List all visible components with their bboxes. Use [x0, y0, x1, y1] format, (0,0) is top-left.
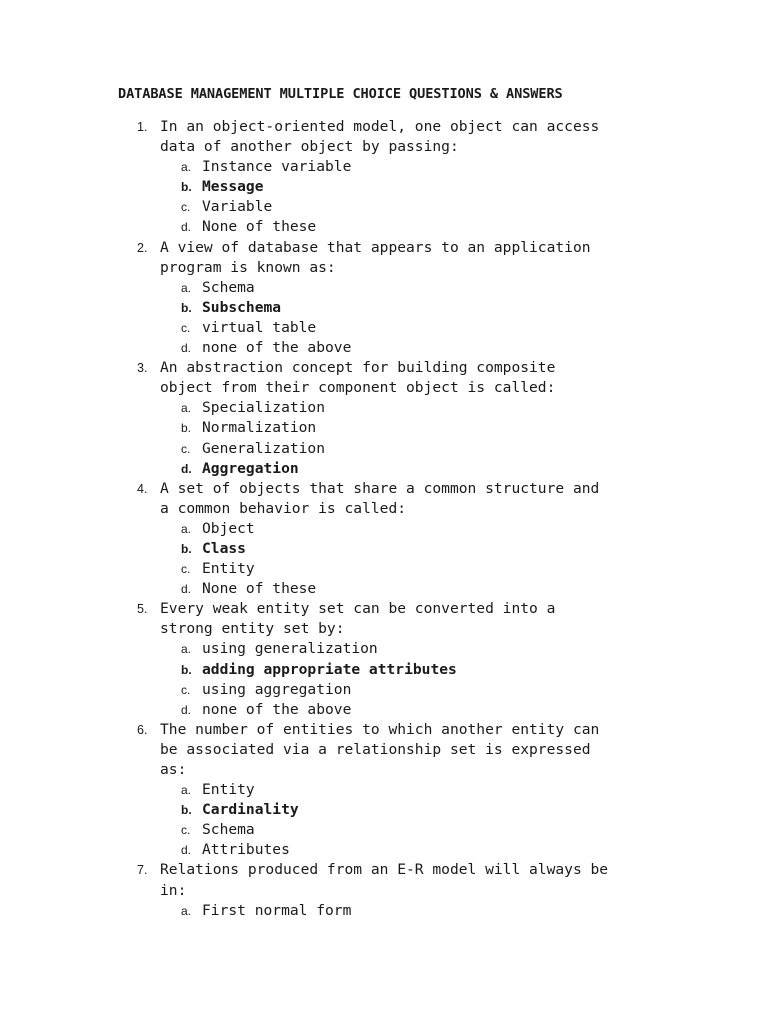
option-text: Subschema	[202, 298, 282, 316]
option-text: Object	[202, 519, 255, 537]
option-list	[0, 398, 768, 478]
question-text: An abstraction concept for building composite	[160, 359, 556, 377]
option-letter: a.	[181, 903, 192, 918]
answer-option	[0, 559, 768, 579]
question-number: 1.	[137, 120, 148, 134]
question-item	[0, 860, 768, 920]
question-number: 6.	[137, 722, 148, 737]
option-letter: a.	[181, 642, 192, 657]
option-text: Specialization	[202, 399, 326, 417]
option-letter: c.	[181, 682, 191, 697]
question-text-line	[0, 599, 768, 619]
option-text: Schema	[202, 821, 255, 839]
option-text: using generalization	[202, 640, 378, 658]
option-text: Normalization	[202, 419, 317, 437]
answer-option	[0, 157, 768, 177]
question-text: be associated via a relationship set is expressed	[160, 740, 591, 758]
option-letter: a.	[181, 160, 192, 175]
option-list	[0, 278, 768, 358]
question-text: A view of database that appears to an application	[160, 238, 591, 256]
option-letter: b.	[181, 421, 192, 436]
option-text: using aggregation	[202, 680, 352, 698]
answer-option	[0, 278, 768, 298]
option-text: None of these	[202, 218, 317, 236]
option-list	[0, 780, 768, 860]
option-letter: c.	[181, 441, 191, 456]
option-list	[0, 519, 768, 599]
question-text: program is known as:	[160, 258, 336, 276]
option-text: adding appropriate attributes	[202, 660, 457, 678]
question-text: A set of objects that share a common structure and	[160, 479, 600, 497]
answer-option	[0, 439, 768, 459]
answer-option	[0, 680, 768, 700]
option-text: Entity	[202, 781, 255, 799]
question-text-line	[0, 258, 768, 278]
correct-answer-option	[0, 298, 768, 318]
option-text: Message	[202, 178, 264, 196]
answer-option	[0, 418, 768, 438]
option-letter: d.	[181, 843, 192, 858]
option-letter: b.	[181, 662, 192, 677]
question-item	[0, 720, 768, 861]
question-item	[0, 117, 768, 238]
question-item	[0, 599, 768, 720]
document-title: DATABASE MANAGEMENT MULTIPLE CHOICE QUESTIONS & ANSWERS	[118, 86, 563, 102]
question-text: In an object-oriented model, one object can access	[160, 118, 600, 135]
question-text: in:	[160, 881, 187, 899]
option-letter: d.	[181, 341, 192, 356]
option-text: none of the above	[202, 700, 352, 718]
question-text-line	[0, 860, 768, 880]
option-list	[0, 639, 768, 719]
question-text: strong entity set by:	[160, 620, 345, 638]
option-text: Cardinality	[202, 801, 299, 819]
question-number: 5.	[137, 602, 148, 617]
question-list	[0, 117, 768, 921]
correct-answer-option	[0, 660, 768, 680]
question-number: 3.	[137, 361, 148, 376]
option-list	[0, 157, 768, 237]
question-number: 4.	[137, 481, 148, 496]
option-text: Instance variable	[202, 158, 352, 176]
answer-option	[0, 197, 768, 217]
answer-option	[0, 398, 768, 418]
answer-option	[0, 901, 768, 921]
option-text: Aggregation	[202, 459, 299, 477]
question-number: 7.	[137, 863, 148, 878]
option-text: Schema	[202, 278, 255, 296]
question-text-line	[0, 137, 768, 157]
answer-option	[0, 338, 768, 358]
question-text-line	[0, 479, 768, 499]
answer-option	[0, 318, 768, 338]
answer-option	[0, 820, 768, 840]
option-text: Attributes	[202, 841, 290, 859]
correct-answer-option	[0, 459, 768, 479]
question-text-line	[0, 760, 768, 780]
question-text: a common behavior is called:	[160, 499, 407, 517]
question-text-line	[0, 881, 768, 901]
option-text: virtual table	[202, 318, 317, 336]
question-text: Every weak entity set can be converted into a	[160, 600, 556, 618]
question-item	[0, 479, 768, 600]
answer-option	[0, 840, 768, 860]
option-letter: b.	[181, 541, 192, 556]
question-text: The number of entities to which another entity can	[160, 720, 600, 738]
answer-option	[0, 780, 768, 800]
question-item	[0, 358, 768, 479]
question-text-line	[0, 358, 768, 378]
option-letter: d.	[181, 220, 192, 235]
answer-option	[0, 639, 768, 659]
correct-answer-option	[0, 177, 768, 197]
question-text-line	[0, 740, 768, 760]
option-letter: b.	[181, 180, 192, 195]
question-text: as:	[160, 761, 187, 778]
option-letter: d.	[181, 582, 192, 597]
option-letter: c.	[181, 562, 191, 577]
question-text-line	[0, 619, 768, 639]
option-letter: d.	[181, 702, 192, 717]
option-text: none of the above	[202, 339, 352, 357]
option-letter: a.	[181, 401, 192, 416]
question-text: Relations produced from an E-R model will always be	[160, 861, 609, 879]
option-list	[0, 901, 768, 921]
option-letter: d.	[181, 461, 192, 476]
option-letter: c.	[181, 320, 191, 335]
option-letter: c.	[181, 823, 191, 838]
answer-option	[0, 700, 768, 720]
question-text-line	[0, 117, 768, 137]
question-number: 2.	[137, 240, 148, 255]
question-item	[0, 238, 768, 359]
option-text: Variable	[202, 198, 273, 216]
question-text-line	[0, 720, 768, 740]
question-text: object from their component object is called:	[160, 379, 556, 397]
answer-option	[0, 579, 768, 599]
question-text-line	[0, 499, 768, 519]
option-text: Generalization	[202, 439, 326, 457]
option-text: First normal form	[202, 901, 352, 919]
option-letter: b.	[181, 300, 192, 315]
question-text-line	[0, 238, 768, 258]
option-letter: a.	[181, 280, 192, 295]
correct-answer-option	[0, 800, 768, 820]
option-text: Class	[202, 539, 246, 557]
option-letter: a.	[181, 783, 192, 798]
answer-option	[0, 217, 768, 237]
option-text: None of these	[202, 580, 317, 598]
option-letter: a.	[181, 521, 192, 536]
question-text-line	[0, 378, 768, 398]
option-text: Entity	[202, 560, 255, 578]
option-letter: c.	[181, 200, 191, 215]
question-text: data of another object by passing:	[160, 138, 459, 156]
correct-answer-option	[0, 539, 768, 559]
option-letter: b.	[181, 803, 192, 818]
answer-option	[0, 519, 768, 539]
